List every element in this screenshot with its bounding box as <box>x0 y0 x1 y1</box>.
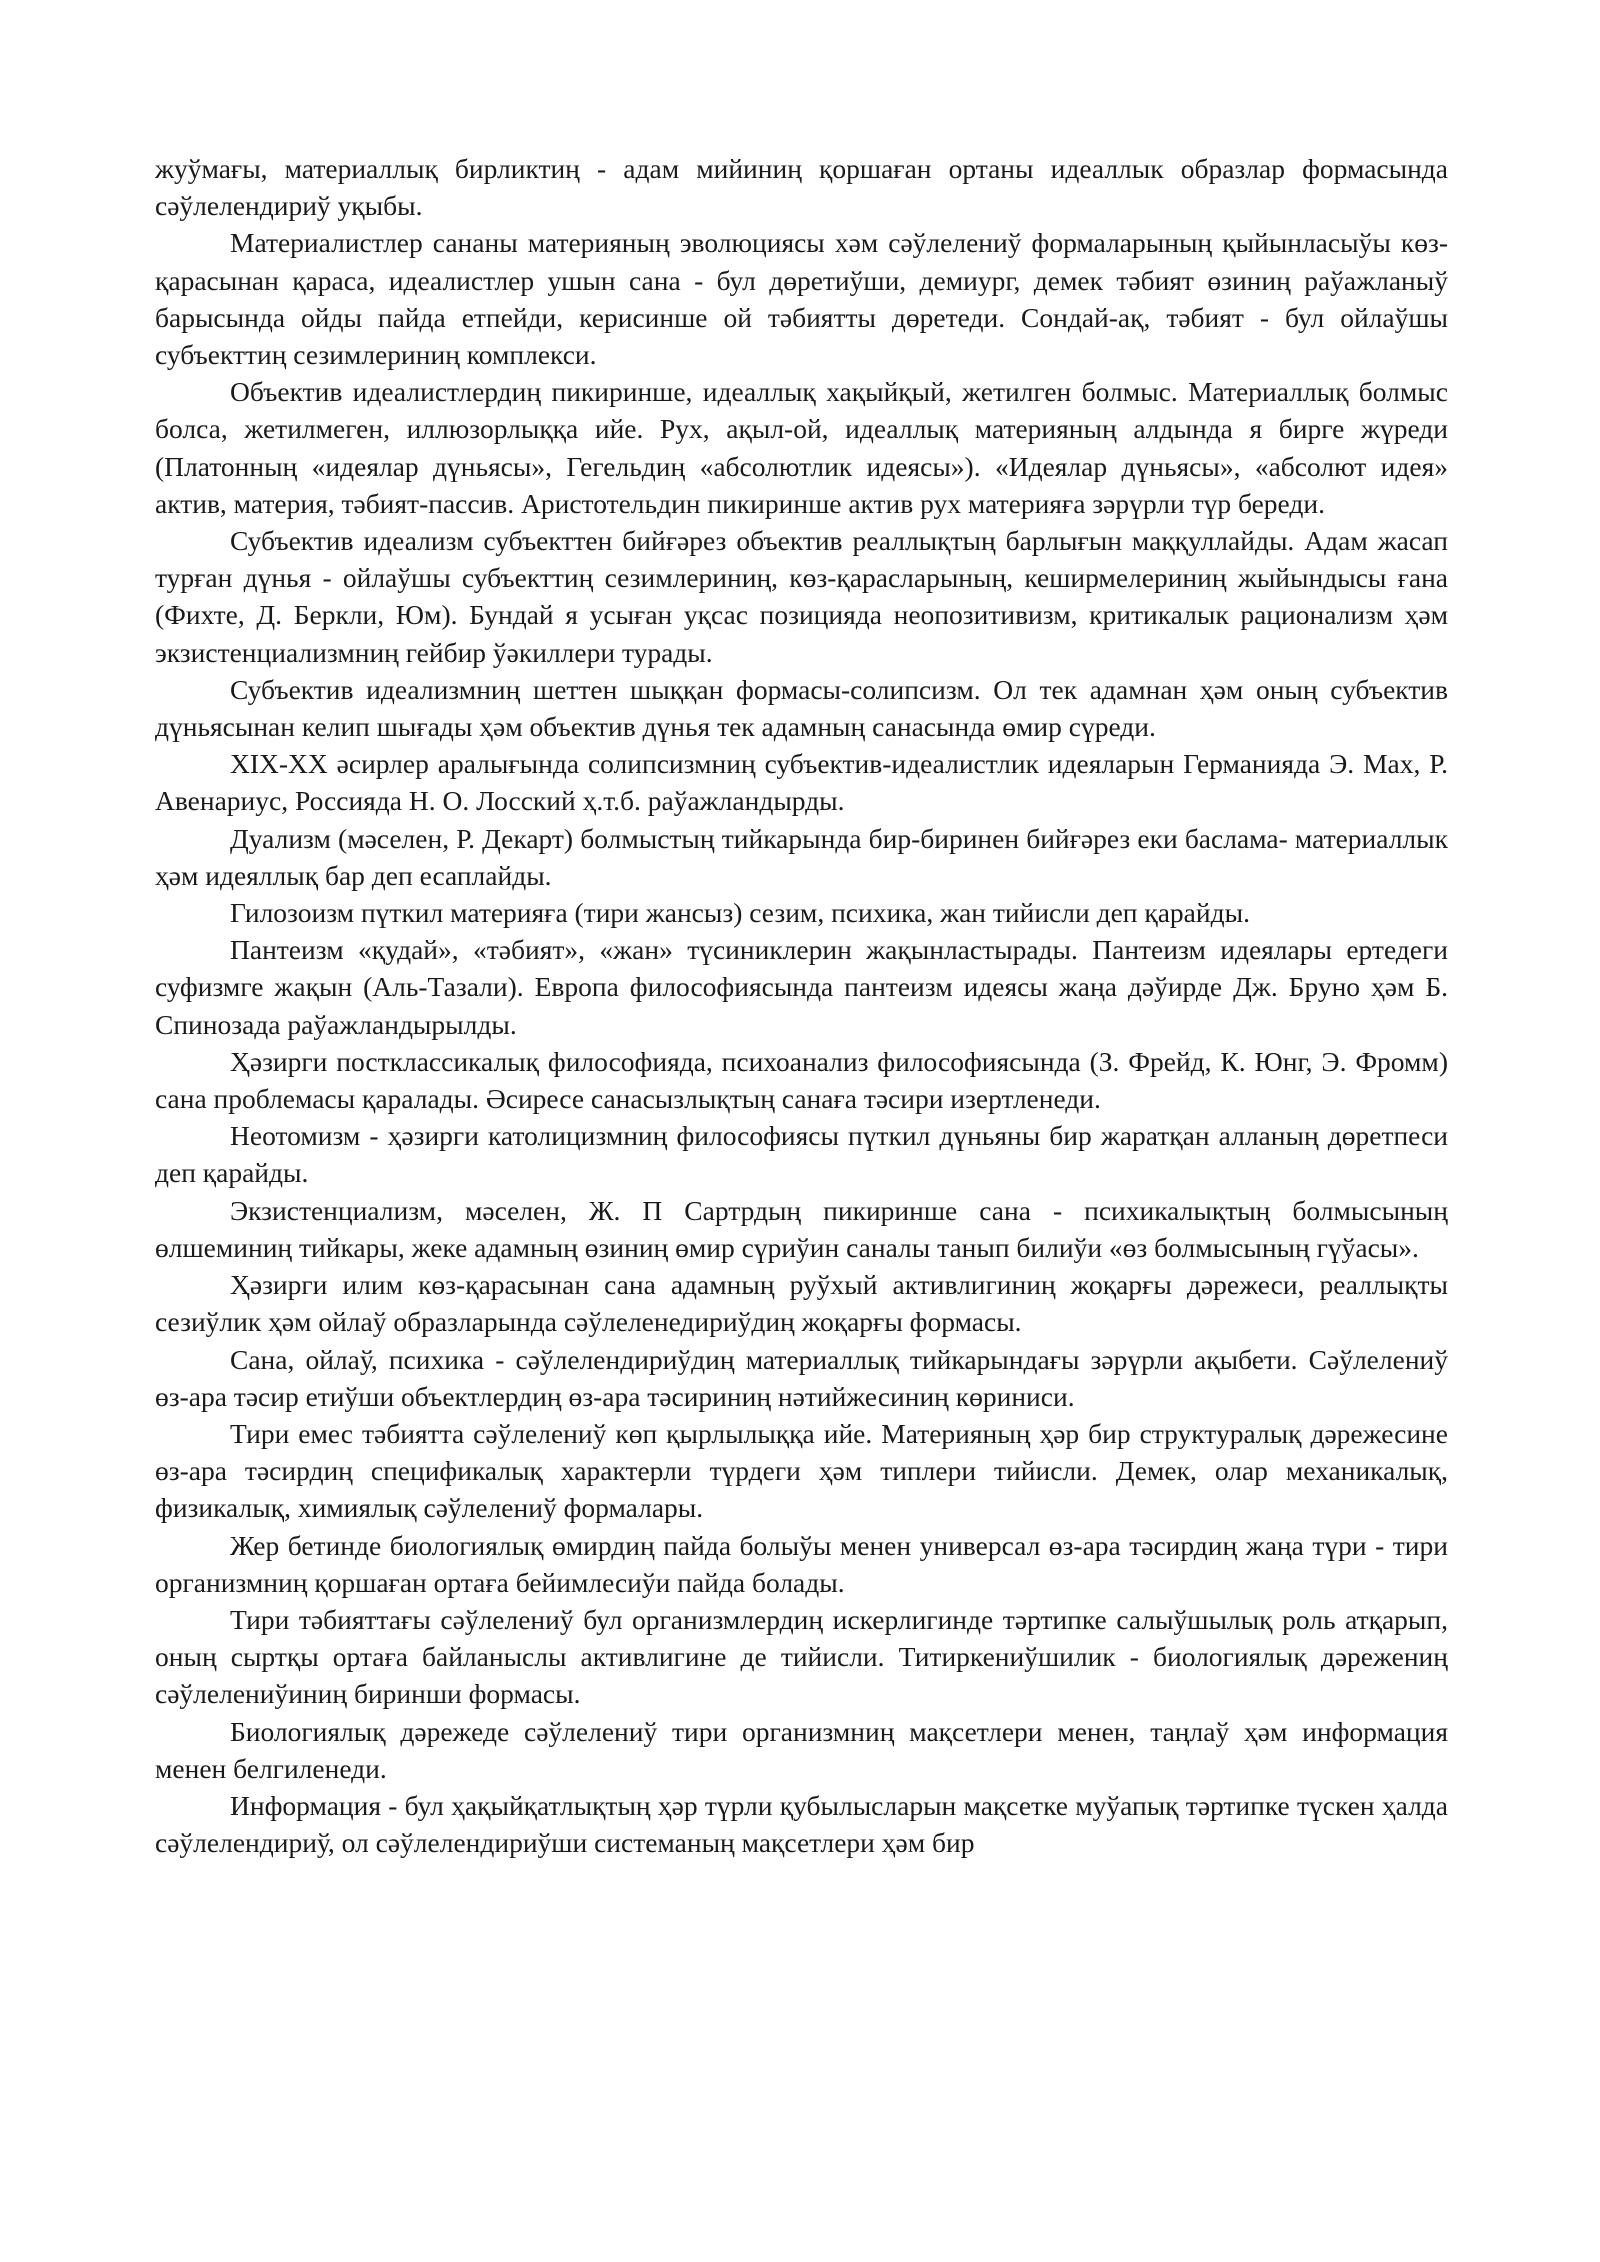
paragraph-18: Биологиялық дәрежеде сәўлелениў тири организмниң мақсетлери менен, таңлаў ҳәм информация менен белгиленеди. <box>155 1715 1448 1784</box>
paragraph-9: Пантеизм «қудай», «тәбият», «жан» түсиниклерин жақынластырады. Пантеизм идеялары ертедеги суфизмге жақын (Аль-Тазали). Европа философиясында пантеизм идеясы жаңа дәўирде Дж. Бруно ҳәм Б. Спинозада раўажландырылды. <box>155 934 1448 1040</box>
paragraph-5: Субъектив идеализмниң шеттен шыққан формасы-солипсизм. Ол тек адамнан ҳәм оның субъектив дүньясынан келип шығады ҳәм объектив дүнья тек адамның санасында өмир сүреди. <box>155 673 1448 743</box>
paragraph-8: Гилозоизм пүткил материяға (тири жансыз) сезим, психика, жан тийисли деп қарайды. <box>230 897 1250 929</box>
paragraph-4: Субъектив идеализм субъекттен бийғәрез объектив реаллықтың барлығын маққуллайды. Адам жасап турған дүнья - ойлаўшы субъекттиң сезимлериниң, көз-қарасларының, кеширмелериниң жыйындысы ғана (Фихте, Д. Беркли, Юм). Бундай я усыған уқсас позицияда неопозитивизм, критикалык рационализм ҳәм экзистенциализмниң гейбир ўәкиллери турады. <box>155 525 1448 668</box>
paragraph-17: Тири тәбияттағы сәўлелениў бул организмлердиң искерлигинде тәртипке салыўшылық роль атқарып, оның сыртқы ортаға байланыслы активлигине де тийисли. Титиркениўшилик - биологиялық дәрежениң сәўлелениўиниң биринши формасы. <box>155 1603 1448 1710</box>
paragraph-15: Тири емес тәбиятта сәўлелениў көп қырлылыққа ийе. Материяның ҳәр бир структуралық дәрежесине өз-ара тәсирдиң спецификалық характерли түрдеги ҳәм типлери тийисли. Демек, олар механикалық, физикалық, химиялық сәўлелениў формалары. <box>155 1417 1448 1524</box>
paragraph-10: Ҳәзирги постклассикалық философияда, психоанализ философиясында (З. Фрейд, К. Юнг, Э. Фромм) сана проблемасы қаралады. Әсиресе санасызлықтың санаға тәсири изертленеди. <box>155 1045 1448 1115</box>
paragraph-14: Сана, ойлаў, психика - сәўлелендириўдиң материаллық тийкарындағы зәрүрли ақыбети. Сәўлелениў өз-ара тәсир етиўши объектлердиң өз-ара тәсириниң нәтийжесиниң көриниси. <box>155 1343 1448 1412</box>
paragraph-7: Дуализм (мәселен, Р. Декарт) болмыстың тийкарында бир-биринен бийғәрез еки баслама- материаллык ҳәм идеяллық бар деп есаплайды. <box>155 822 1448 891</box>
paragraph-3: Объектив идеалистлердиң пикиринше, идеаллық хақыйқый, жетилген болмыс. Материаллық болмыс болса, жетилмеген, иллюзорлыққа ийе. Рух, ақыл-ой, идеаллық материяның алдында я бирге жүреди (Платонның «идеялар дүньясы», Гегельдиң «абсолютлик идеясы»). «Идеялар дүньясы», «абсолют идея» актив, материя, тәбият-пассив. Аристотельдин пикиринше актив рух материяға зәрүрли түр береди. <box>155 376 1448 519</box>
paragraph-19: Информация - бул ҳақыйқатлықтың ҳәр түрли қубылысларын мақсетке муўапық тәртипке түскен ҳалда сәўлелендириў, ол сәўлелендириўши системаның мақсетлери ҳәм бир <box>155 1789 1448 1859</box>
paragraph-1: жуўмағы, материаллық бирликтиң - адам мийиниң қоршаған ортаны идеаллык образлар формасында сәўлелендириў уқыбы. <box>155 153 1448 222</box>
paragraph-2: Материалистлер сананы материяның эволюциясы хәм сәўлелениў формаларының қыйынласыўы көз-қарасынан қараса, идеалистлер ушын сана - бул дөретиўши, демиург, демек тәбият өзиниң раўажланыў барысында ойды пайда етпейди, керисинше ой тәбиятты дөретеди. Сондай-ақ, тәбият - бул ойлаўшы субъекттиң сезимлериниң комплекси. <box>155 227 1448 371</box>
document-page <box>155 150 1448 1861</box>
paragraph-12: Экзистенциализм, мәселен, Ж. П Сартрдың пикиринше сана - психикалықтың болмысының өлшеминиң тийкары, жеке адамның өзиниң өмир сүриўин саналы танып билиўи «өз болмысының гүўасы». <box>155 1194 1448 1263</box>
paragraph-6: ХIХ-ХХ әсирлер аралығында солипсизмниң субъектив-идеалистлик идеяларын Германияда Э. Мах, Р. Авенариус, Россияда Н. О. Лосский ҳ.т.б. раўажландырды. <box>155 748 1448 817</box>
paragraph-13: Ҳәзирги илим көз-қарасынан сана адамның руўхый активлигиниң жоқарғы дәрежеси, реаллықты сезиўлик ҳәм ойлаў образларында сәўлеленедириўдиң жоқарғы формасы. <box>155 1269 1448 1338</box>
paragraph-16: Жер бетинде биологиялық өмирдиң пайда болыўы менен универсал өз-ара тәсирдиң жаңа түри - тири организмниң қоршаған ортаға бейимлесиўи пайда болады. <box>155 1529 1448 1598</box>
paragraph-11: Неотомизм - ҳәзирги католицизмниң философиясы пүткил дүньяны бир жаратқан алланың дөретпеси деп қарайды. <box>155 1120 1448 1189</box>
